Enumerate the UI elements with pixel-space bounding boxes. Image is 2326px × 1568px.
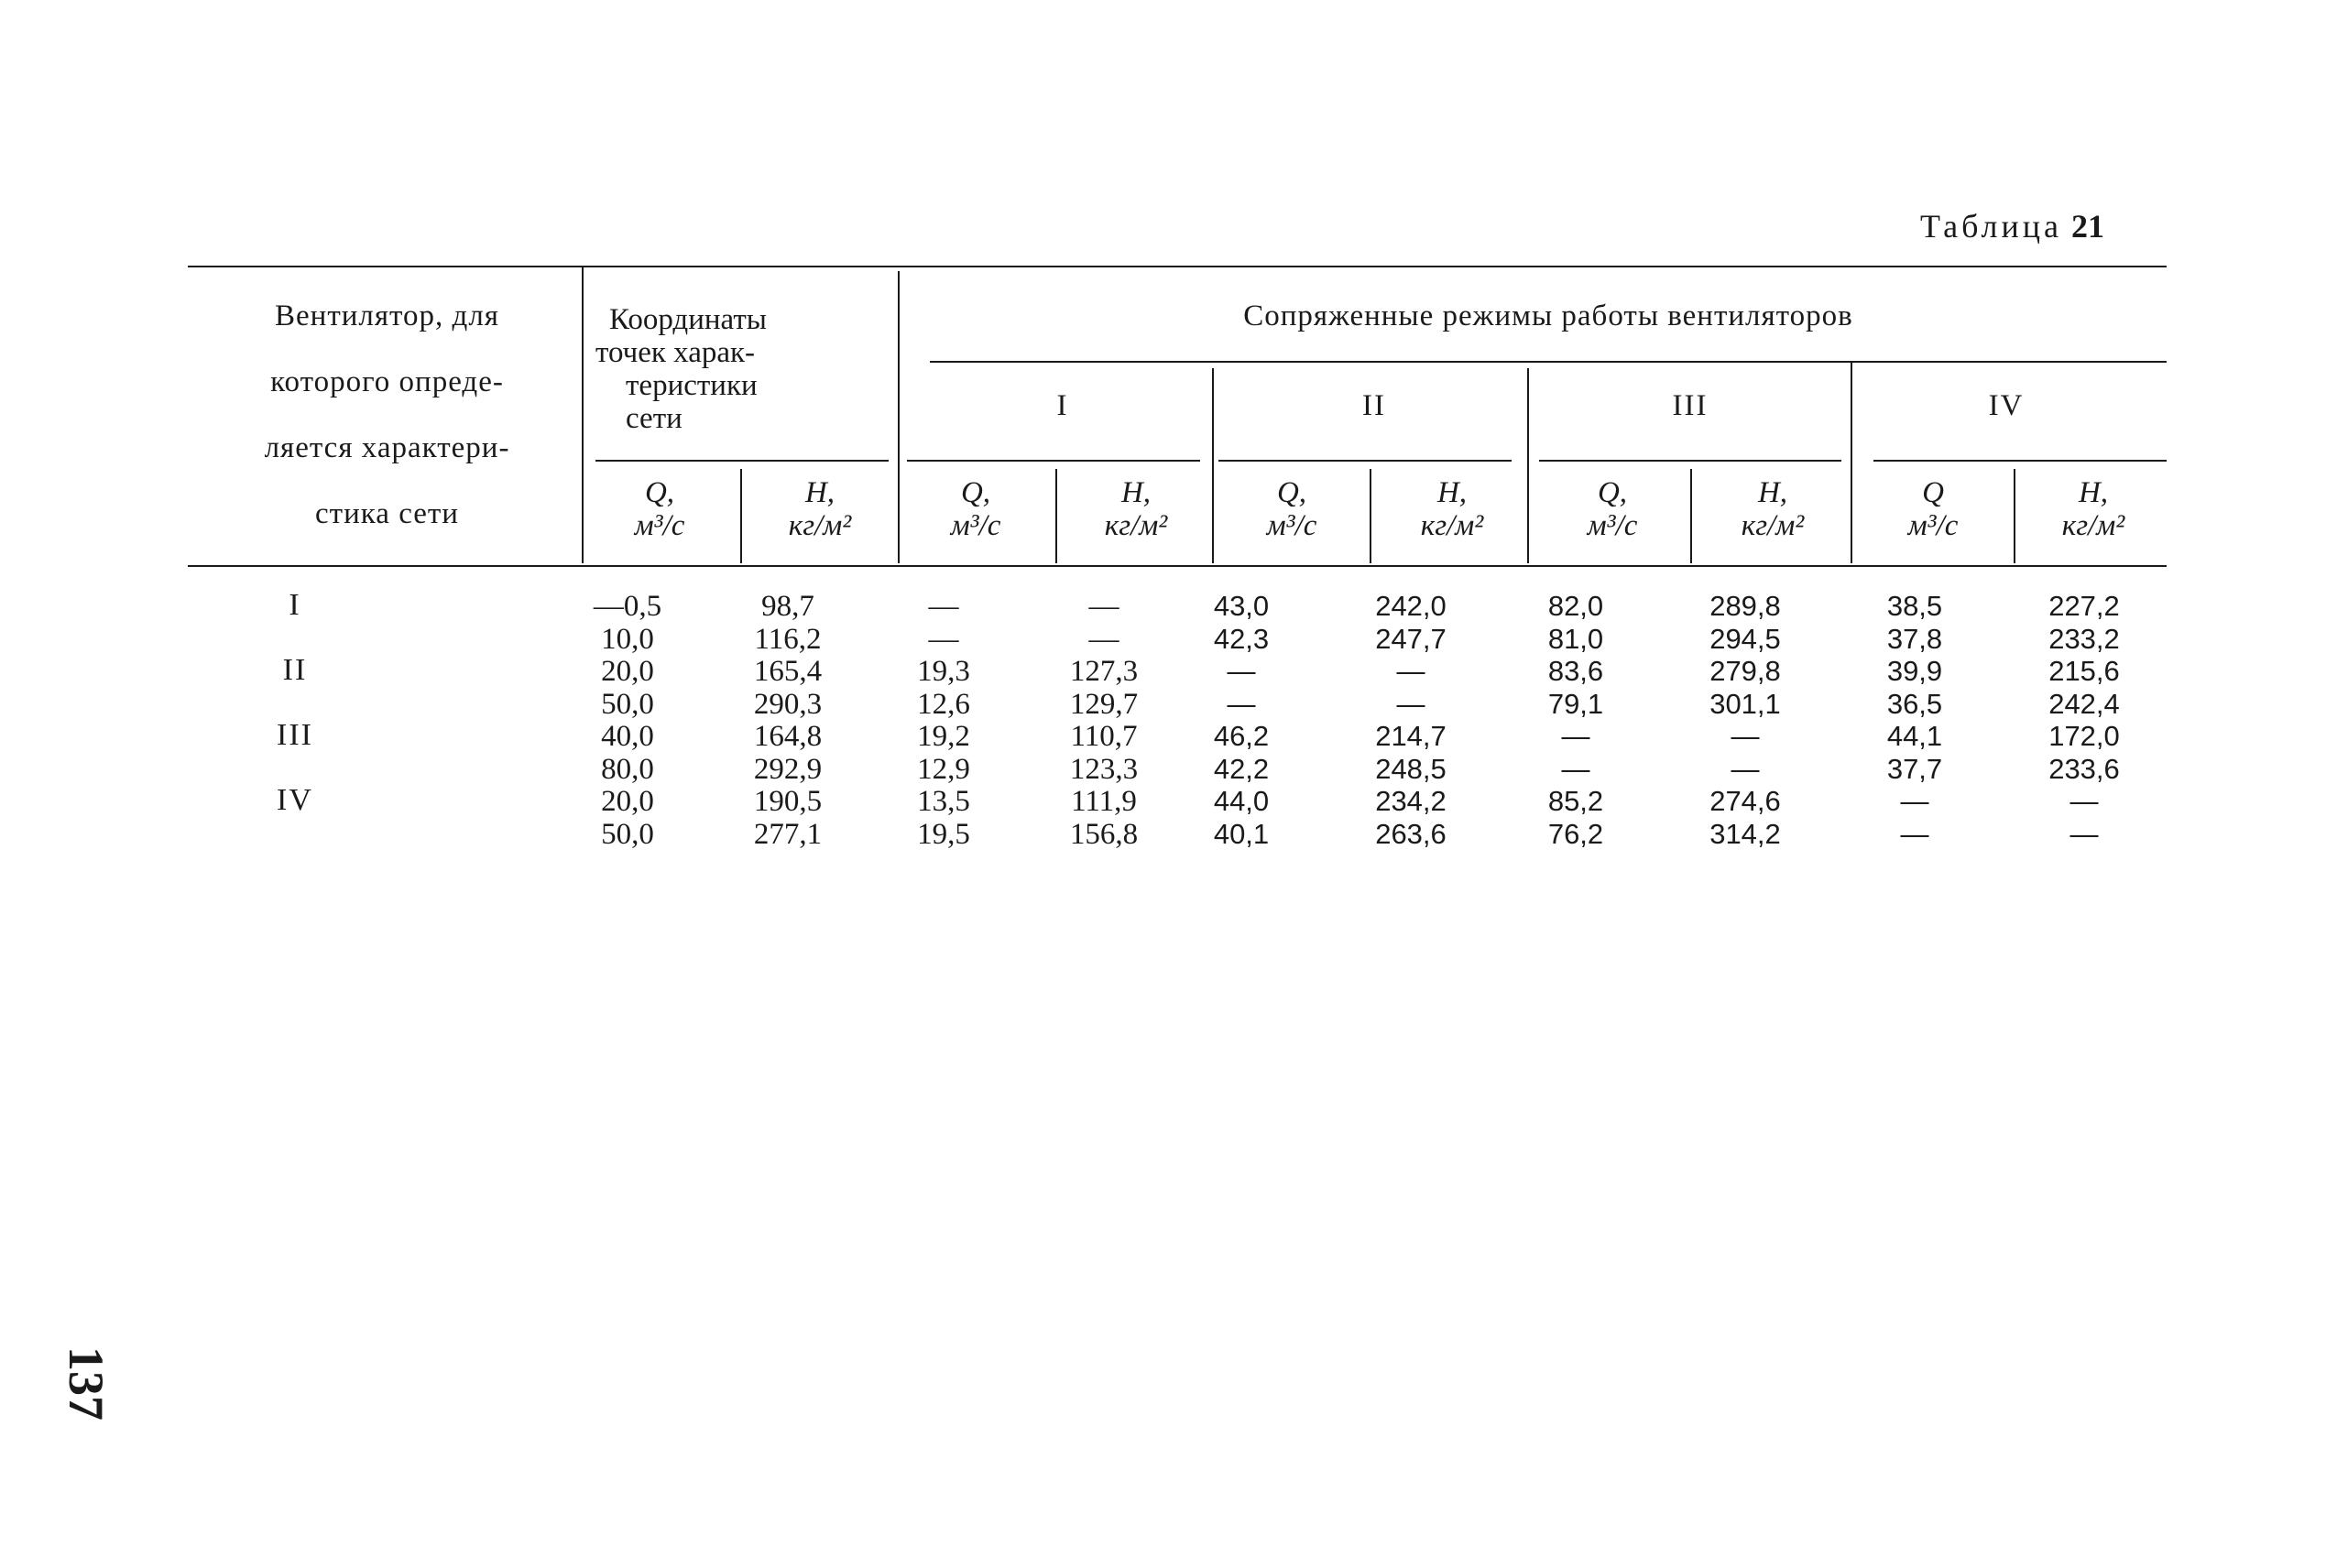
cell-m3q: — [1561, 720, 1590, 752]
header-bottom-rule [188, 565, 2167, 567]
fan-label: I [289, 588, 301, 622]
subheader-rule-m3 [1539, 460, 1841, 462]
mode-label-2: II [1362, 389, 1386, 422]
cell-q: 80,0 [601, 753, 654, 786]
divider-stub [582, 267, 584, 563]
cell-m1h: 110,7 [1070, 720, 1138, 753]
cell-m4h: — [2069, 785, 2099, 817]
cell-h: 98,7 [761, 590, 814, 623]
cell-m4q: — [1900, 785, 1929, 817]
q-unit: м³/с [1587, 509, 1638, 542]
h-header-m1 [1067, 476, 1205, 542]
cell-m3h: 289,8 [1709, 590, 1781, 622]
cell-m3h: 301,1 [1709, 688, 1781, 720]
q-header-m2 [1223, 476, 1360, 542]
divider-m1-qh [1055, 469, 1057, 563]
cell-m1h: 129,7 [1069, 688, 1139, 721]
h-unit: кг/м² [1420, 509, 1484, 542]
stub-header-line-3: ляется характери- [264, 431, 510, 464]
cell-h: 290,3 [753, 688, 823, 721]
q-header-m3 [1544, 476, 1681, 542]
subheader-rule-m2 [1218, 460, 1512, 462]
cell-h: 292,9 [753, 753, 823, 786]
h-header-coords [751, 476, 889, 542]
h-unit: кг/м² [2061, 509, 2125, 542]
cell-h: 190,5 [753, 785, 823, 818]
h-label: H, [1757, 476, 1788, 509]
h-header-m4 [2025, 476, 2162, 542]
stub-header-line-4: стика сети [315, 497, 459, 530]
cell-m1q: 12,6 [917, 688, 970, 721]
q-label: Q, [1597, 476, 1628, 509]
cell-m1h: — [1088, 623, 1119, 656]
cell-m2q: 42,2 [1213, 753, 1270, 785]
cell-q: 10,0 [601, 623, 654, 656]
cell-m2q: 43,0 [1213, 590, 1270, 622]
cell-m3q: 79,1 [1547, 688, 1604, 720]
h-unit: кг/м² [1104, 509, 1168, 542]
cell-m1q: 19,5 [917, 818, 970, 851]
top-rule [188, 266, 2167, 267]
cell-m2h: 247,7 [1375, 623, 1447, 655]
divider-m2-qh [1370, 469, 1371, 563]
fan-label: II [282, 653, 308, 687]
cell-m4h: 172,0 [2048, 720, 2120, 752]
subheader-rule [595, 460, 889, 462]
cell-m1q: 19,3 [917, 655, 970, 688]
cell-m4q: 37,8 [1886, 623, 1943, 655]
q-unit: м³/с [1907, 509, 1959, 542]
cell-m4q: — [1900, 818, 1929, 850]
h-unit: кг/м² [1741, 509, 1805, 542]
cell-q: 40,0 [601, 720, 654, 753]
cell-q: 50,0 [601, 818, 654, 851]
cell-m1h: 127,3 [1069, 655, 1139, 688]
cell-h: 116,2 [754, 623, 822, 656]
h-header-m2 [1383, 476, 1521, 542]
cell-m3q: 81,0 [1547, 623, 1604, 655]
cell-h: 277,1 [753, 818, 823, 851]
cell-m1q: 12,9 [917, 753, 970, 786]
table-caption [1920, 207, 2104, 245]
divider-m1-m2 [1212, 368, 1214, 563]
cell-m3q: 76,2 [1547, 818, 1604, 850]
divider-coords-qh [740, 469, 742, 563]
mode-label-3: III [1672, 389, 1709, 422]
cell-m4q: 36,5 [1886, 688, 1943, 720]
cell-m2q: — [1227, 655, 1256, 687]
cell-m4h: 215,6 [2048, 655, 2120, 687]
subheader-rule-m4 [1873, 460, 2167, 462]
q-label: Q [1922, 476, 1944, 509]
cell-m2h: 242,0 [1375, 590, 1447, 622]
q-header-m4 [1864, 476, 2002, 542]
cell-m4h: — [2069, 818, 2099, 850]
mode-label-4: IV [1988, 389, 2025, 422]
q-header-m1 [907, 476, 1044, 542]
cell-m1h: 156,8 [1069, 818, 1139, 851]
cell-h: 164,8 [753, 720, 823, 753]
h-label: H, [1436, 476, 1468, 509]
q-header-coords [591, 476, 728, 542]
cell-m4q: 44,1 [1886, 720, 1943, 752]
cell-m2h: — [1396, 655, 1425, 687]
cell-q: 20,0 [601, 785, 654, 818]
cell-m3h: — [1731, 753, 1760, 785]
page-number: 137 [59, 1346, 114, 1421]
coords-header-line-4: сети [626, 402, 683, 435]
cell-q: —0,5 [593, 590, 662, 623]
cell-m1h: 123,3 [1069, 753, 1139, 786]
cell-q: 50,0 [601, 688, 654, 721]
q-label: Q, [1276, 476, 1307, 509]
cell-m4h: 233,2 [2048, 623, 2120, 655]
cell-m3h: 294,5 [1709, 623, 1781, 655]
cell-m2q: 46,2 [1213, 720, 1270, 752]
cell-m2q: 42,3 [1213, 623, 1270, 655]
cell-m4q: 38,5 [1886, 590, 1943, 622]
h-unit: кг/м² [788, 509, 852, 542]
cell-m2h: 248,5 [1375, 753, 1447, 785]
stub-header-line-2: которого опреде- [270, 365, 504, 398]
divider-m3-m4 [1851, 363, 1852, 563]
cell-m2q: 40,1 [1213, 818, 1270, 850]
cell-m2q: — [1227, 688, 1256, 720]
cell-m1q: 19,2 [917, 720, 970, 753]
cell-m3q: 82,0 [1547, 590, 1604, 622]
divider-m3-qh [1690, 469, 1692, 563]
cell-m2q: 44,0 [1213, 785, 1270, 817]
q-unit: м³/с [1266, 509, 1317, 542]
cell-m2h: — [1396, 688, 1425, 720]
cell-m3h: 314,2 [1709, 818, 1781, 850]
cell-m1q: — [928, 590, 959, 623]
h-header-m3 [1704, 476, 1841, 542]
cell-m4h: 233,6 [2048, 753, 2120, 785]
coords-header-line-3: теристики [626, 369, 758, 402]
cell-h: 165,4 [753, 655, 823, 688]
cell-m1h: 111,9 [1071, 785, 1137, 818]
caption-number: 21 [2070, 208, 2104, 245]
coords-header-line-1: Координаты [609, 303, 767, 336]
caption-label: Таблица [1920, 208, 2062, 245]
cell-m1h: — [1088, 590, 1119, 623]
cell-m4q: 37,7 [1886, 753, 1943, 785]
cell-m1q: — [928, 623, 959, 656]
h-label: H, [1120, 476, 1152, 509]
modes-rule [930, 361, 2167, 363]
divider-coords [898, 271, 900, 563]
cell-m3q: 83,6 [1547, 655, 1604, 687]
h-label: H, [2078, 476, 2109, 509]
q-unit: м³/с [634, 509, 685, 542]
stub-header-line-1: Вентилятор, для [275, 299, 499, 332]
fan-label: IV [277, 783, 313, 817]
cell-m1q: 13,5 [917, 785, 970, 818]
fan-label: III [277, 718, 313, 752]
cell-m3h: — [1731, 720, 1760, 752]
cell-q: 20,0 [601, 655, 654, 688]
cell-m3q: — [1561, 753, 1590, 785]
cell-m3h: 274,6 [1709, 785, 1781, 817]
divider-m2-m3 [1527, 368, 1529, 563]
cell-m2h: 263,6 [1375, 818, 1447, 850]
h-label: H, [804, 476, 835, 509]
modes-title: Сопряженные режимы работы вентиляторов [1243, 299, 1853, 332]
cell-m2h: 214,7 [1375, 720, 1447, 752]
q-unit: м³/с [950, 509, 1001, 542]
cell-m4h: 242,4 [2048, 688, 2120, 720]
q-label: Q, [644, 476, 675, 509]
cell-m4q: 39,9 [1886, 655, 1943, 687]
coords-header-line-2: точек харак- [595, 336, 756, 369]
q-label: Q, [960, 476, 991, 509]
subheader-rule-m1 [907, 460, 1200, 462]
cell-m4h: 227,2 [2048, 590, 2120, 622]
mode-label-1: I [1056, 389, 1069, 422]
cell-m3q: 85,2 [1547, 785, 1604, 817]
divider-m4-qh [2014, 469, 2015, 563]
cell-m3h: 279,8 [1709, 655, 1781, 687]
cell-m2h: 234,2 [1375, 785, 1447, 817]
